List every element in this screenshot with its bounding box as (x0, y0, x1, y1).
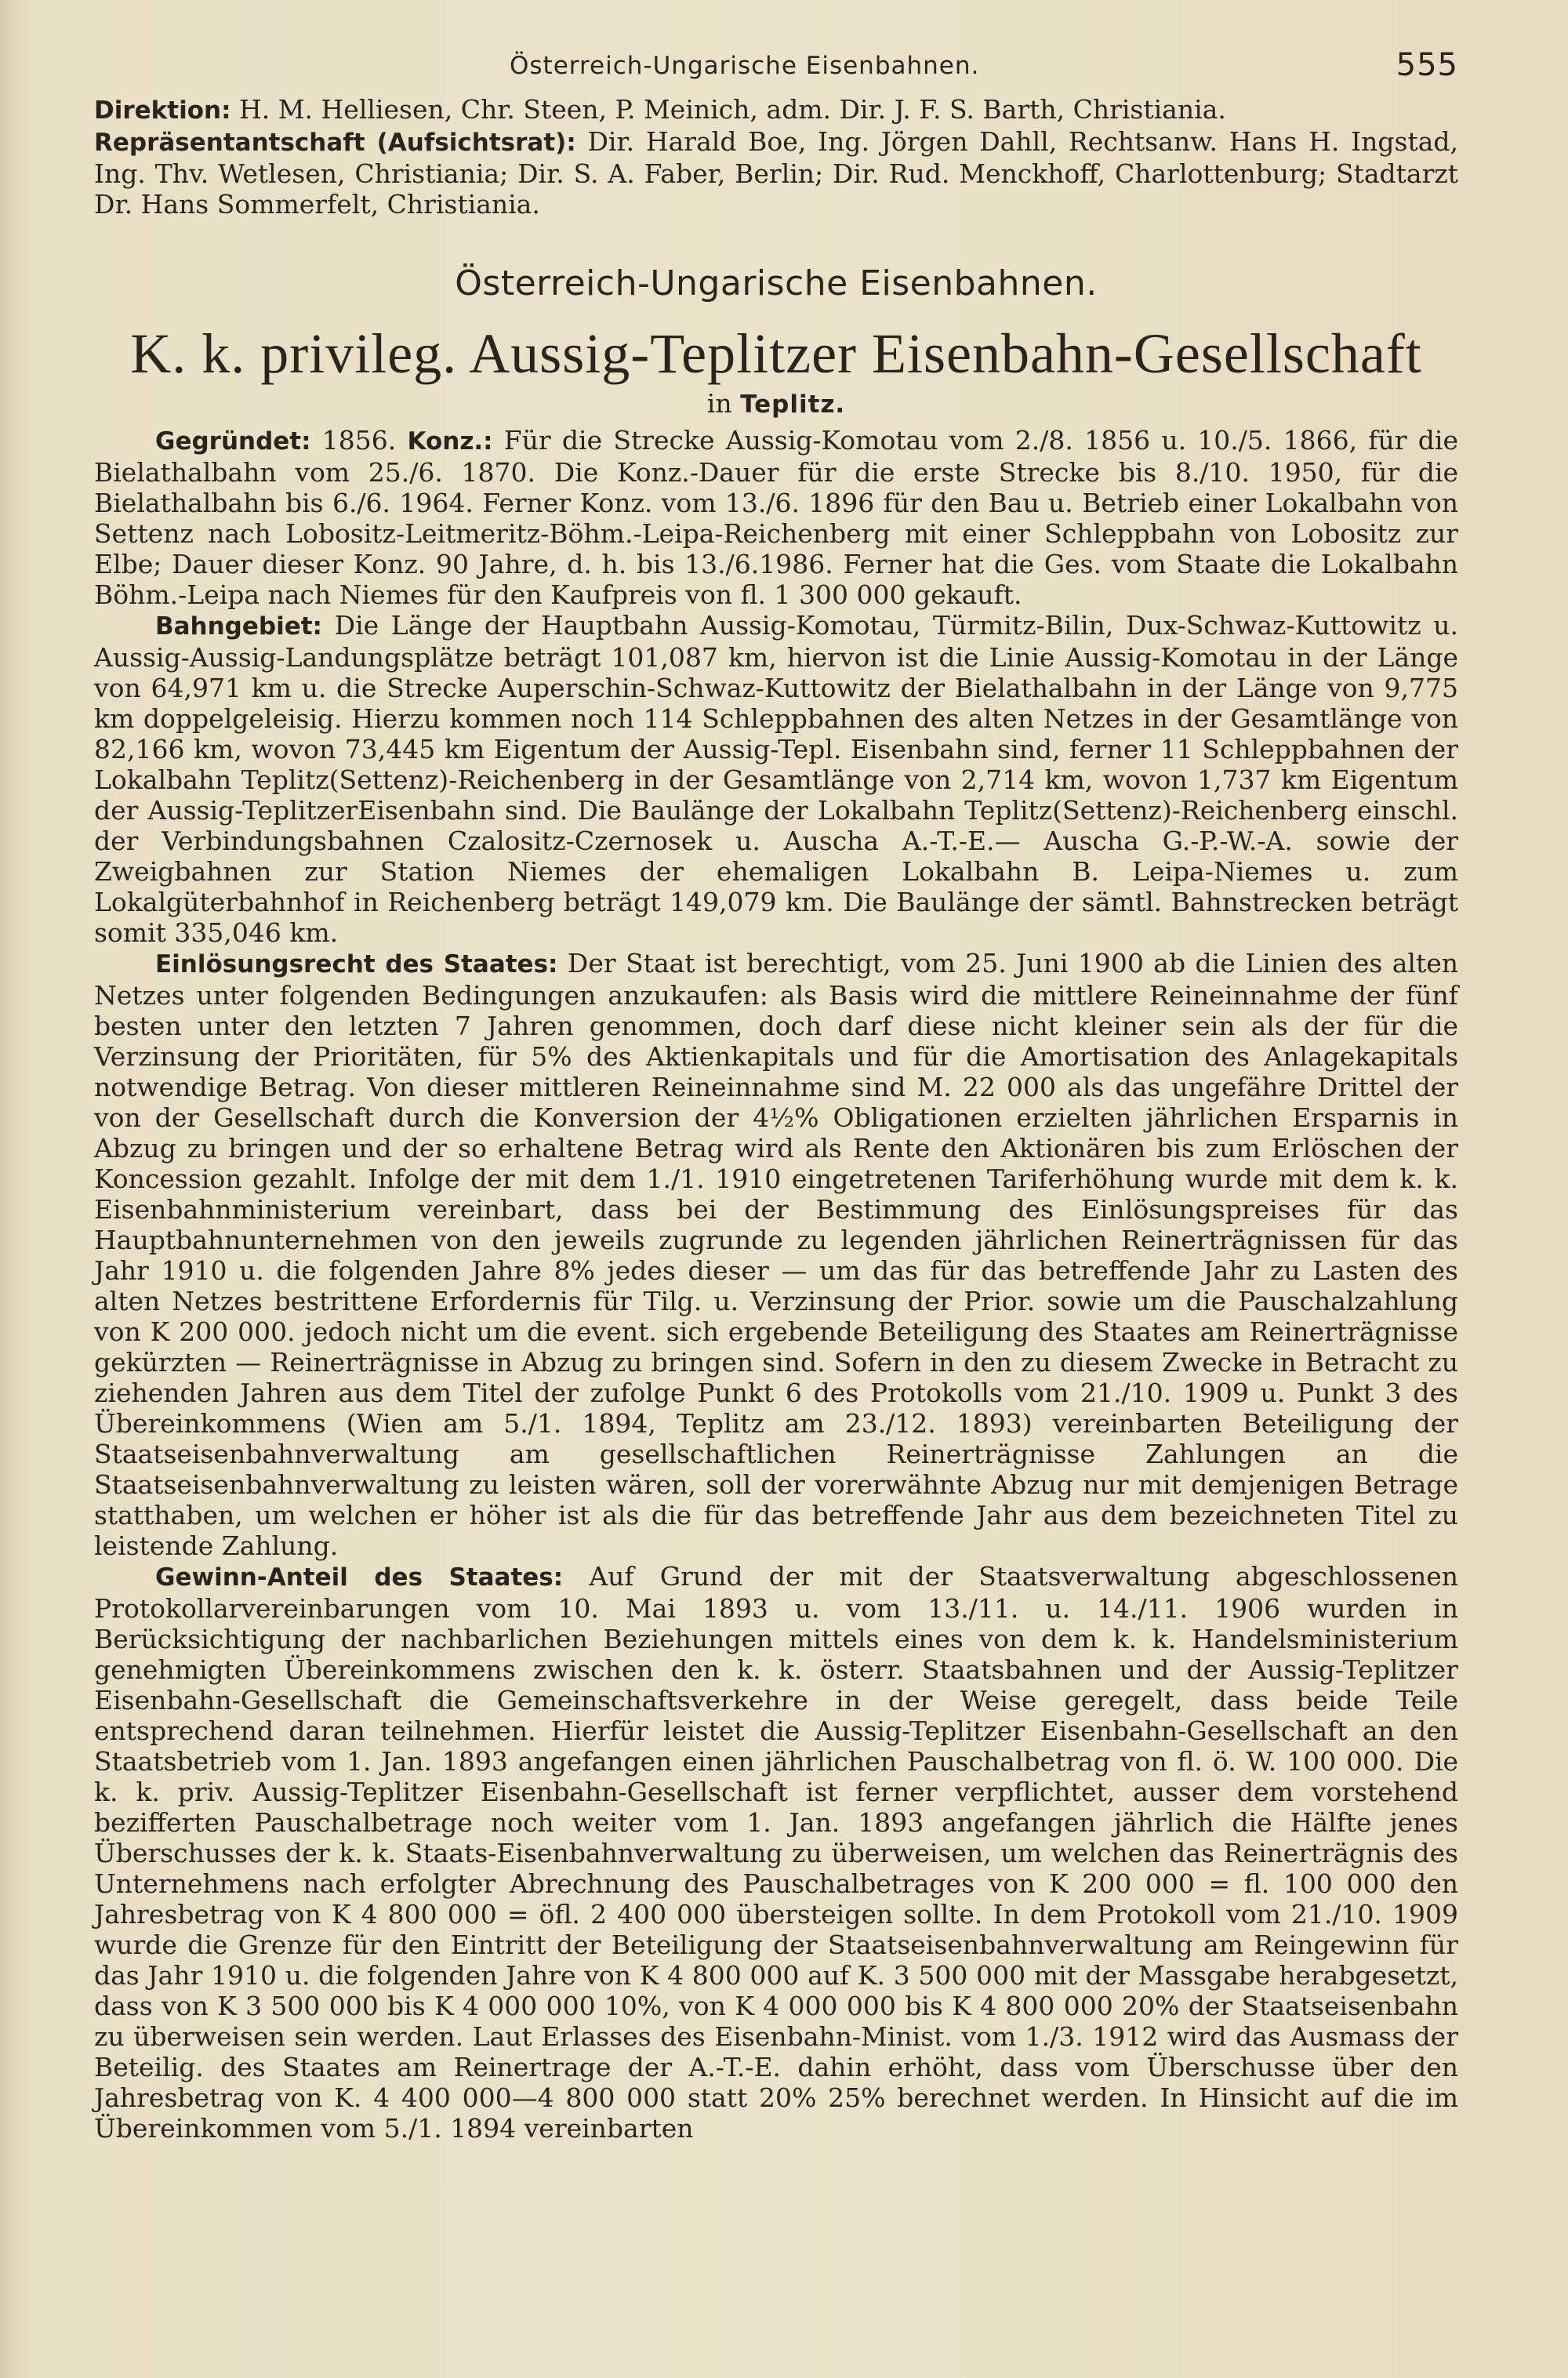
running-head (94, 47, 1458, 94)
einloesungsrecht-text: Der Staat ist berechtigt, vom 25. Juni 1900 ab die Linien des alten Netzes unter folgenden Bedingungen anzukaufen: als Basis wird die mittlere Reineinnahme der fünf besten unter den letzten 7 Jahren genommen, doch darf diese nicht kleiner sein als der für die Verzinsung der Prioritäten, für 5% des Aktienkapitals und für die Amortisation des Anlagekapitals notwendige Betrag. Von dieser mittleren Reineinnahme sind M. 22 000 als das ungefähre Drittel der von der Gesellschaft durch die Konversion der 4½% Obligationen erzielten jährlichen Ersparnis in Abzug zu bringen und der so erhaltene Betrag wird als Rente den Aktionären bis zum Erlöschen der Koncession gezahlt. Infolge der mit dem 1./1. 1910 eingetretenen Tariferhöhung wurde mit dem k. k. Eisenbahnministerium vereinbart, dass bei der Bestimmung des Einlösungspreises für das Hauptbahnunternehmen von den jeweils zugrunde zu legenden jährlichen Reinerträgnissen für das Jahr 1910 u. die folgenden Jahre 8% jedes dieser — um das für das betreffende Jahr zu Lasten des alten Netzes bestrittene Erfordernis für Tilg. u. Verzinsung der Prior. sowie um die Pauschalzahlung von K 200 000. jedoch nicht um die event. sich ergebende Beteiligung des Staates am Reinerträgnisse gekürzten — Reinerträgnisse in Abzug zu bringen sind. Sofern in den zu diesem Zwecke in Betracht zu ziehenden Jahren aus dem Titel der zufolge Punkt 6 des Protokolls vom 21./10. 1909 u. Punkt 3 des Übereinkommens (Wien am 5./1. 1894, Teplitz am 23./12. 1893) vereinbarten Beteiligung der Staatseisenbahnverwaltung am gesellschaftlichen Reinerträgnisse Zahlungen an die Staatseisenbahnverwaltung zu leisten wären, soll der vorerwähnte Abzug nur mit demjenigen Betrage statthaben, um welchen er höher ist als die für das betreffende Jahr aus dem bezeichneten Titel zu leistende Zahlung. (94, 948, 1458, 1561)
gewinn-anteil-label: Gewinn-Anteil des Staates: (155, 1563, 564, 1592)
konz-label: Konz.: (407, 427, 493, 456)
gegruendet-text: 1856. (310, 425, 397, 456)
aufsichtsrat-paragraph (94, 126, 1458, 220)
gewinn-anteil-text: Auf Grund der mit der Staatsverwaltung abgeschlossenen Protokollarvereinbarungen vom 10. Mai 1893 u. vom 13./11. u. 14./11. 1906 wurden in Berücksichtigung der nachbarlichen Beziehungen mittels eines von dem k. k. Handelsministerium genehmigten Übereinkommens zwischen den k. k. österr. Staatsbahnen und der Aussig-Teplitzer Eisenbahn-Gesellschaft die Gemeinschaftsverkehre in der Weise geregelt, dass beide Teile entsprechend daran teilnehmen. Hierfür leistet die Aussig-Teplitzer Eisenbahn-Gesellschaft an den Staatsbetrieb vom 1. Jan. 1893 angefangen einen jährlichen Pauschalbetrag von fl. ö. W. 100 000. Die k. k. priv. Aussig-Teplitzer Eisenbahn-Gesellschaft ist ferner verpflichtet, ausser dem vorstehend bezifferten Pauschalbetrage noch weiter vom 1. Jan. 1893 angefangen jährlich die Hälfte jenes Überschusses der k. k. Staats-Eisenbahnverwaltung zu überweisen, um welchen das Reinerträgnis des Unternehmens nach erfolgter Abrechnung des Pauschalbetrages von K 200 000 = fl. 100 000 den Jahresbetrag von K 4 800 000 = öfl. 2 400 000 übersteigen sollte. In dem Protokoll vom 21./10. 1909 wurde die Grenze für den Eintritt der Beteiligung der Staatseisenbahnverwaltung am Reingewinn für das Jahr 1910 u. die folgenden Jahre von K 4 800 000 auf K. 3 500 000 mit der Massgabe herabgesetzt, dass von K 3 500 000 bis K 4 000 000 10%, von K 4 000 000 bis K 4 800 000 20% der Staatseisenbahn zu überweisen sein werden. Laut Erlasses des Eisenbahn-Minist. vom 1./3. 1912 wird das Ausmass der Beteilig. des Staates am Reinertrage der A.-T.-E. dahin erhöht, dass vom Überschusse über den Jahresbetrag von K. 4 400 000—4 800 000 statt 20% 25% berechnet werden. In Hinsicht auf die im Übereinkommen vom 5./1. 1894 vereinbarten (94, 1561, 1459, 2144)
location-name: Teplitz. (740, 390, 846, 419)
aufsichtsrat-label: Repräsentantschaft (Aufsichtsrat): (94, 129, 576, 157)
bahngebiet-label: Bahngebiet: (155, 612, 322, 641)
page-content (94, 47, 1458, 2144)
section-header: Österreich-Ungarische Eisenbahnen. (455, 263, 1098, 303)
gegruendet-label: Gegründet: (155, 427, 311, 456)
running-head-title: Österreich-Ungarische Eisenbahnen. (510, 52, 980, 80)
company-location (94, 388, 1458, 419)
gegruendet-paragraph (94, 425, 1458, 610)
direktion-text: H. M. Helliesen, Chr. Steen, P. Meinich, adm. Dir. J. F. S. Barth, Christiania. (230, 94, 1226, 125)
einloesungsrecht-label: Einlösungsrecht des Staates: (155, 950, 558, 978)
gewinn-anteil-paragraph (94, 1561, 1458, 2144)
bahngebiet-text: Die Länge der Hauptbahn Aussig-Komotau, Türmitz-Bilin, Dux-Schwaz-Kuttowitz u. Aussig-Aussig-Landungsplätze beträgt 101,087 km, hiervon ist die Linie Aussig-Komotau in der Länge von 64,971 km u. die Strecke Auperschin-Schwaz-Kuttowitz der Bielathalbahn in der Länge von 9,775 km doppelgeleisig. Hierzu kommen noch 114 Schleppbahnen des alten Netzes in der Gesamtlänge von 82,166 km, wovon 73,445 km Eigentum der Aussig-Tepl. Eisenbahn sind, ferner 11 Schleppbahnen der Lokalbahn Teplitz(Settenz)-Reichenberg in der Gesamtlänge von 2,714 km, wovon 1,737 km Eigentum der Aussig-TeplitzerEisenbahn sind. Die Baulänge der Lokalbahn Teplitz(Settenz)-Reichenberg einschl. der Verbindungsbahnen Czalositz-Czernosek u. Auscha A.-T.-E.— Auscha G.-P.-W.-A. sowie der Zweigbahnen zur Station Niemes der ehemaligen Lokalbahn B. Leipa-Niemes u. zum Lokalgüterbahnhof in Reichenberg beträgt 149,079 km. Die Baulänge der sämtl. Bahnstrecken beträgt somit 335,046 km. (94, 610, 1458, 948)
direktion-paragraph (94, 94, 1458, 126)
company-title: K. k. privileg. Aussig-Teplitzer Eisenbahn-Gesellschaft (130, 322, 1422, 385)
location-prefix: in (706, 388, 741, 419)
direktion-label: Direktion: (94, 96, 231, 125)
aufsichtsrat-text: Dir. Harald Boe, Ing. Jörgen Dahll, Rechtsanw. Hans H. Ingstad, Ing. Thv. Wetlesen, Christiania; Dir. S. A. Faber, Berlin; Dir. Rud. Menckhoff, Charlottenburg; Stadtarzt Dr. Hans Sommerfelt, Christiania. (94, 126, 1459, 220)
einloesungsrecht-paragraph (94, 948, 1458, 1561)
konz-text: Für die Strecke Aussig-Komotau vom 2./8. 1856 u. 10./5. 1866, für die Bielathalbahn vom 25./6. 1870. Die Konz.-Dauer für die erste Strecke bis 8./10. 1950, für die Bielathalbahn bis 6./6. 1964. Ferner Konz. vom 13./6. 1896 für den Bau u. Betrieb einer Lokalbahn von Settenz nach Lobositz-Leitmeritz-Böhm.-Leipa-Reichenberg mit einer Schleppbahn von Lobositz zur Elbe; Dauer dieser Konz. 90 Jahre, d. h. bis 13./6.1986. Ferner hat die Ges. vom Staate die Lokalbahn Böhm.-Leipa nach Niemes für den Kaufpreis von fl. 1 300 000 gekauft. (94, 425, 1458, 610)
bahngebiet-paragraph (94, 610, 1458, 948)
page-number: 555 (1396, 47, 1458, 83)
